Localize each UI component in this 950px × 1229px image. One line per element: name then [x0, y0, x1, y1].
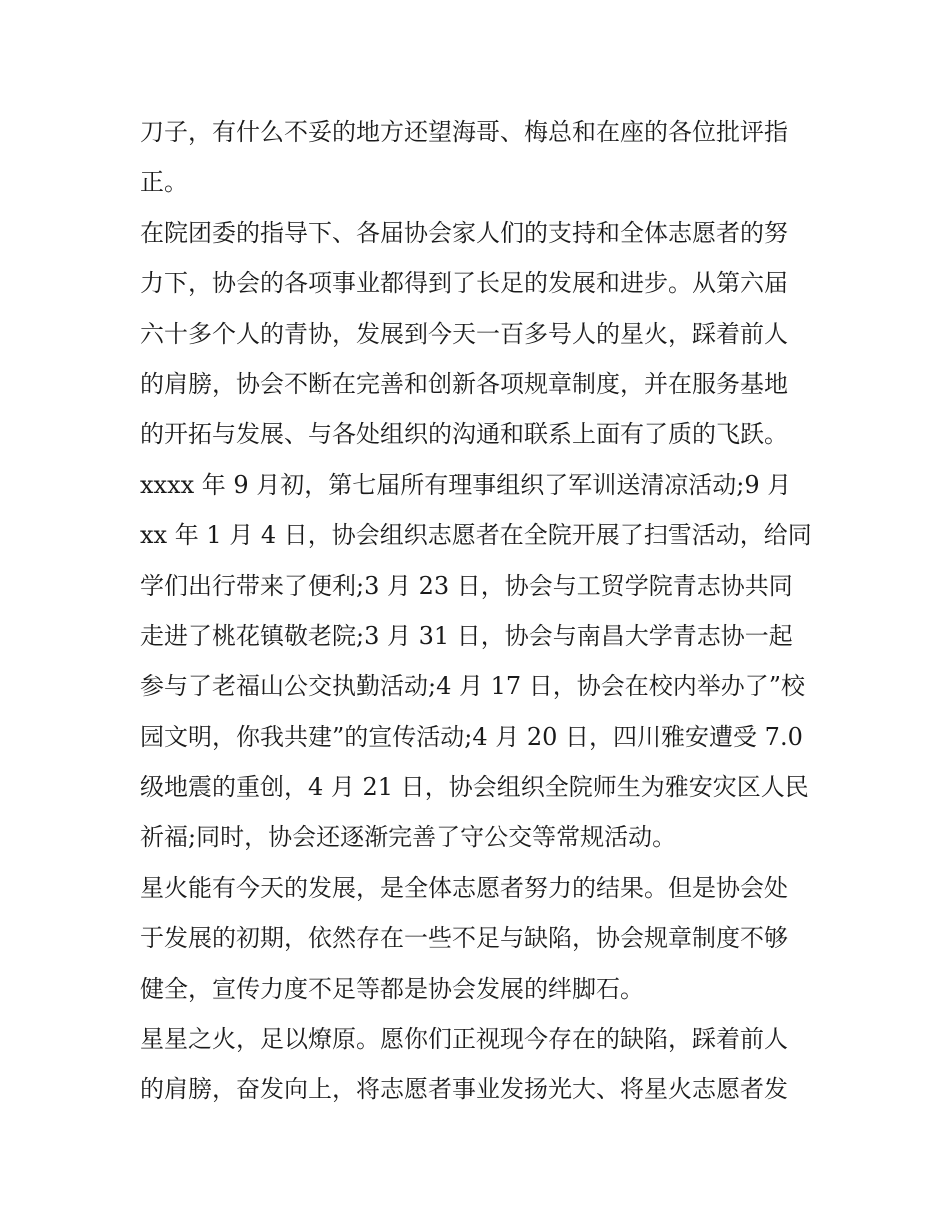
text-line: 祈福;同时，协会还逐渐完善了守公交等常规活动。 [140, 823, 677, 852]
text-line: 的肩膀，奋发向上，将志愿者事业发扬光大、将星火志愿者发 [140, 1075, 788, 1104]
text-line: 正。 [140, 168, 188, 197]
text-line: 学们出行带来了便利;3 月 23 日，协会与工贸学院青志协共同 [140, 571, 793, 600]
text-line: 的肩膀，协会不断在完善和创新各项规章制度，并在服务基地 [140, 369, 788, 398]
text-line: 六十多个人的青协，发展到今天一百多号人的星火，踩着前人 [140, 319, 788, 348]
text-line: 健全，宣传力度不足等都是协会发展的绊脚石。 [140, 974, 644, 1003]
text-line: 于发展的初期，依然存在一些不足与缺陷，协会规章制度不够 [140, 924, 788, 953]
text-line: 星星之火，足以燎原。愿你们正视现今存在的缺陷，踩着前人 [140, 1025, 788, 1054]
text-line: 走进了桃花镇敬老院;3 月 31 日，协会与南昌大学青志协一起 [140, 621, 793, 650]
text-line: 刀子，有什么不妥的地方还望海哥、梅总和在座的各位批评指 [140, 118, 788, 146]
text-line: 星火能有今天的发展，是全体志愿者努力的结果。但是协会处 [140, 873, 788, 902]
text-line: 力下，协会的各项事业都得到了长足的发展和进步。从第六届 [140, 269, 788, 298]
text-line: 的开拓与发展、与各处组织的沟通和联系上面有了质的飞跃。 [140, 420, 788, 449]
text-line: 在院团委的指导下、各届协会家人们的支持和全体志愿者的努 [140, 218, 788, 247]
text-line: 参与了老福山公交执勤活动;4 月 17 日，协会在校内举办了”校 [140, 672, 806, 701]
body-text [140, 107, 820, 1115]
text-line: 园文明，你我共建”的宣传活动;4 月 20 日，四川雅安遭受 7.0 [140, 722, 803, 751]
text-line: xxxx 年 9 月初，第七届所有理事组织了军训送清凉活动;9 月 [140, 470, 792, 499]
text-line: 级地震的重创，4 月 21 日，协会组织全院师生为雅安灾区人民 [140, 773, 809, 802]
text-line: xx 年 1 月 4 日，协会组织志愿者在全院开展了扫雪活动，给同 [140, 521, 812, 550]
